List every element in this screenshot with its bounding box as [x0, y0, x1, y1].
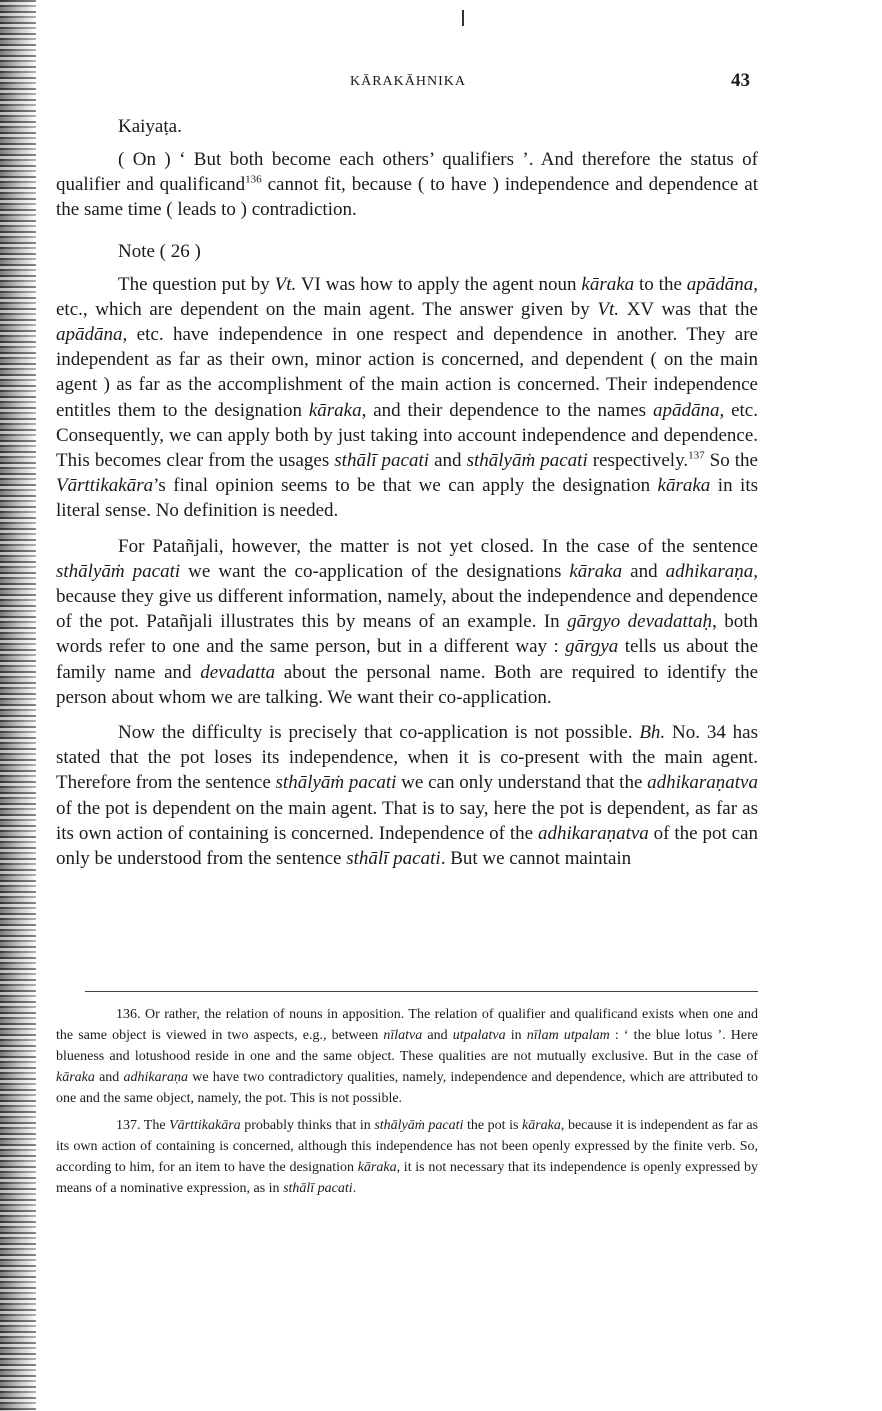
italic-term: sthālyāṁ pacati: [275, 772, 397, 794]
text: . But we cannot maintain: [440, 848, 632, 870]
footnote-divider: [85, 991, 758, 992]
italic-term: adhikaraṇatva: [647, 772, 758, 794]
italic-term: utpalatva: [452, 1028, 506, 1043]
text: probably thinks that in: [240, 1118, 375, 1133]
kaiyata-label: Kaiyaṭa.: [118, 116, 182, 137]
text: , and their dependence to the names: [361, 399, 653, 421]
italic-term: gārgya: [565, 636, 619, 658]
main-text: [56, 114, 758, 871]
text: , etc. Consequently, we can apply both by just taking into account independence and dependence. This becomes clear from the usages: [56, 399, 758, 472]
page-number: 43: [731, 70, 750, 91]
italic-term: adhikaraṇa: [665, 560, 754, 582]
text: Now the difficulty is precisely that co-application is not possible.: [118, 722, 640, 744]
text: and: [622, 560, 666, 582]
italic-term: apādāna: [686, 273, 754, 295]
italic-term: Vārttikakāra: [169, 1118, 241, 1133]
text: we can only understand that the: [396, 772, 648, 794]
italic-term: apādāna: [652, 399, 720, 421]
italic-term: kāraka: [569, 560, 623, 582]
text: So the: [704, 450, 758, 472]
text: For Patañjali, however, the matter is not yet closed. In the case of the sentence: [118, 535, 758, 557]
text: of the pot can only be understood from the sentence: [56, 822, 759, 870]
text: .: [352, 1181, 357, 1196]
italic-term: kāraka: [56, 1070, 95, 1085]
italic-term: kāraka: [657, 475, 711, 497]
text: the pot is: [463, 1118, 522, 1133]
text: The question put by: [118, 273, 275, 295]
italic-term: kāraka: [357, 1160, 397, 1175]
text: in its literal sense. No definition is needed.: [56, 475, 758, 522]
italic-term: adhikaraṇatva: [537, 822, 649, 844]
text: and: [422, 1028, 453, 1043]
footnote-137: [56, 1115, 758, 1199]
italic-term: sthālyāṁ pacati: [374, 1118, 464, 1133]
running-head: KĀRAKĀHNIKA: [350, 74, 466, 89]
text: ( On ) ‘ But both become each others’ qualifiers ’. And therefore the status of qualifier and qualificand: [56, 149, 758, 196]
italic-term: nīlatva: [383, 1028, 423, 1043]
footnotes: [56, 1004, 758, 1199]
text: and: [94, 1070, 124, 1085]
italic-term: Vt.: [597, 298, 620, 320]
text: 136. Or rather, the relation of nouns in apposition. The relation of qualifier and qualificand exists when one and the same object is viewed in two aspects, e.g., between: [56, 1007, 758, 1043]
italic-term: nīlam utpalam: [526, 1028, 610, 1043]
italic-term: sthālyāṁ pacati: [466, 450, 588, 472]
text: and: [429, 450, 467, 472]
text: we have two contradictory qualities, namely, independence and dependence, which are attributed to one and the same object, namely, the pot. This is not possible.: [56, 1070, 759, 1106]
text: , etc. have independence in one respect and dependence in another. They are independent as far as their own, minor action is concerned, and dependent ( on the main agent ) as far as the accomplishment of the main action is concerned. Their independence entitles them to the designation: [56, 324, 758, 421]
paragraph-note-26: [56, 272, 758, 524]
italic-term: Vt.: [274, 273, 297, 295]
paragraph-difficulty: [56, 720, 758, 871]
italic-term: sthālyāṁ pacati: [56, 560, 181, 582]
footnote-136: [56, 1004, 758, 1109]
book-binding-edge: [0, 0, 36, 1411]
paragraph-kaiyata: [56, 147, 758, 223]
text: : ‘ the blue lotus ’. Here blueness and lotushood reside in one and the same object. These qualities are not mutually exclusive. But in the case of: [56, 1028, 759, 1064]
text: to the: [634, 273, 687, 295]
italic-term: kāraka: [581, 273, 635, 295]
italic-term: Vārttikakāra: [56, 475, 154, 497]
italic-term: apādāna: [56, 324, 123, 346]
text: of the pot is dependent on the main agent. That is to say, here the pot is dependent, as far as its own action of containing is concerned. Independence of the: [56, 797, 758, 844]
italic-term: sthālī pacati: [334, 450, 430, 472]
text: about the personal name. Both are required to identify the person about whom we are talking. We want their co-application.: [56, 661, 759, 708]
text: , because they give us different information, namely, about the independence and dependence of the pot. Patañjali illustrates this by means of an example. In: [56, 560, 758, 633]
italic-term: Bh.: [639, 722, 666, 744]
paragraph-patanjali: [56, 534, 758, 710]
italic-term: gārgyo devadattaḥ: [567, 611, 713, 633]
text: respectively.: [587, 450, 689, 472]
text: ’s final opinion seems to be that we can apply the designation: [153, 475, 658, 497]
text: , because it is independent as far as its own action of containing is concerned, although this independence has not been openly expressed by the finite verb. So, according to him, for an item to have the designation: [56, 1118, 758, 1175]
scan-mark: [462, 10, 464, 26]
italic-term: devadatta: [200, 661, 276, 683]
page-header: [56, 70, 760, 96]
text: No. 34 has stated that the pot loses its independence, when it is co-present with the main agent. Therefore from the sentence: [56, 722, 758, 794]
text: VI was how to apply the agent noun: [296, 273, 582, 295]
text: XV was that the: [619, 298, 758, 320]
italic-term: sthālī pacati: [283, 1181, 353, 1196]
footnote-ref-136[interactable]: 136: [245, 173, 262, 186]
text: , both words refer to one and the same person, but in a different way :: [56, 611, 759, 658]
text: tells us about the family name and: [56, 636, 758, 683]
footnote-ref-137[interactable]: 137: [688, 449, 705, 462]
italic-term: sthālī pacati: [346, 848, 441, 870]
note-label: Note ( 26 ): [118, 240, 201, 262]
text: 137. The: [116, 1118, 170, 1133]
text: cannot fit, because ( to have ) independence and dependence at the same time ( leads to ) contradiction.: [56, 174, 758, 221]
text: , etc., which are dependent on the main agent. The answer given by: [56, 273, 758, 320]
text: , it is not necessary that its independence is openly expressed by means of a nominative expression, as in: [56, 1160, 759, 1196]
italic-term: kāraka: [522, 1118, 561, 1133]
text: we want the co-application of the designations: [180, 560, 570, 582]
text: in: [505, 1028, 527, 1043]
italic-term: adhikaraṇa: [123, 1070, 189, 1085]
italic-term: kāraka: [308, 399, 362, 421]
